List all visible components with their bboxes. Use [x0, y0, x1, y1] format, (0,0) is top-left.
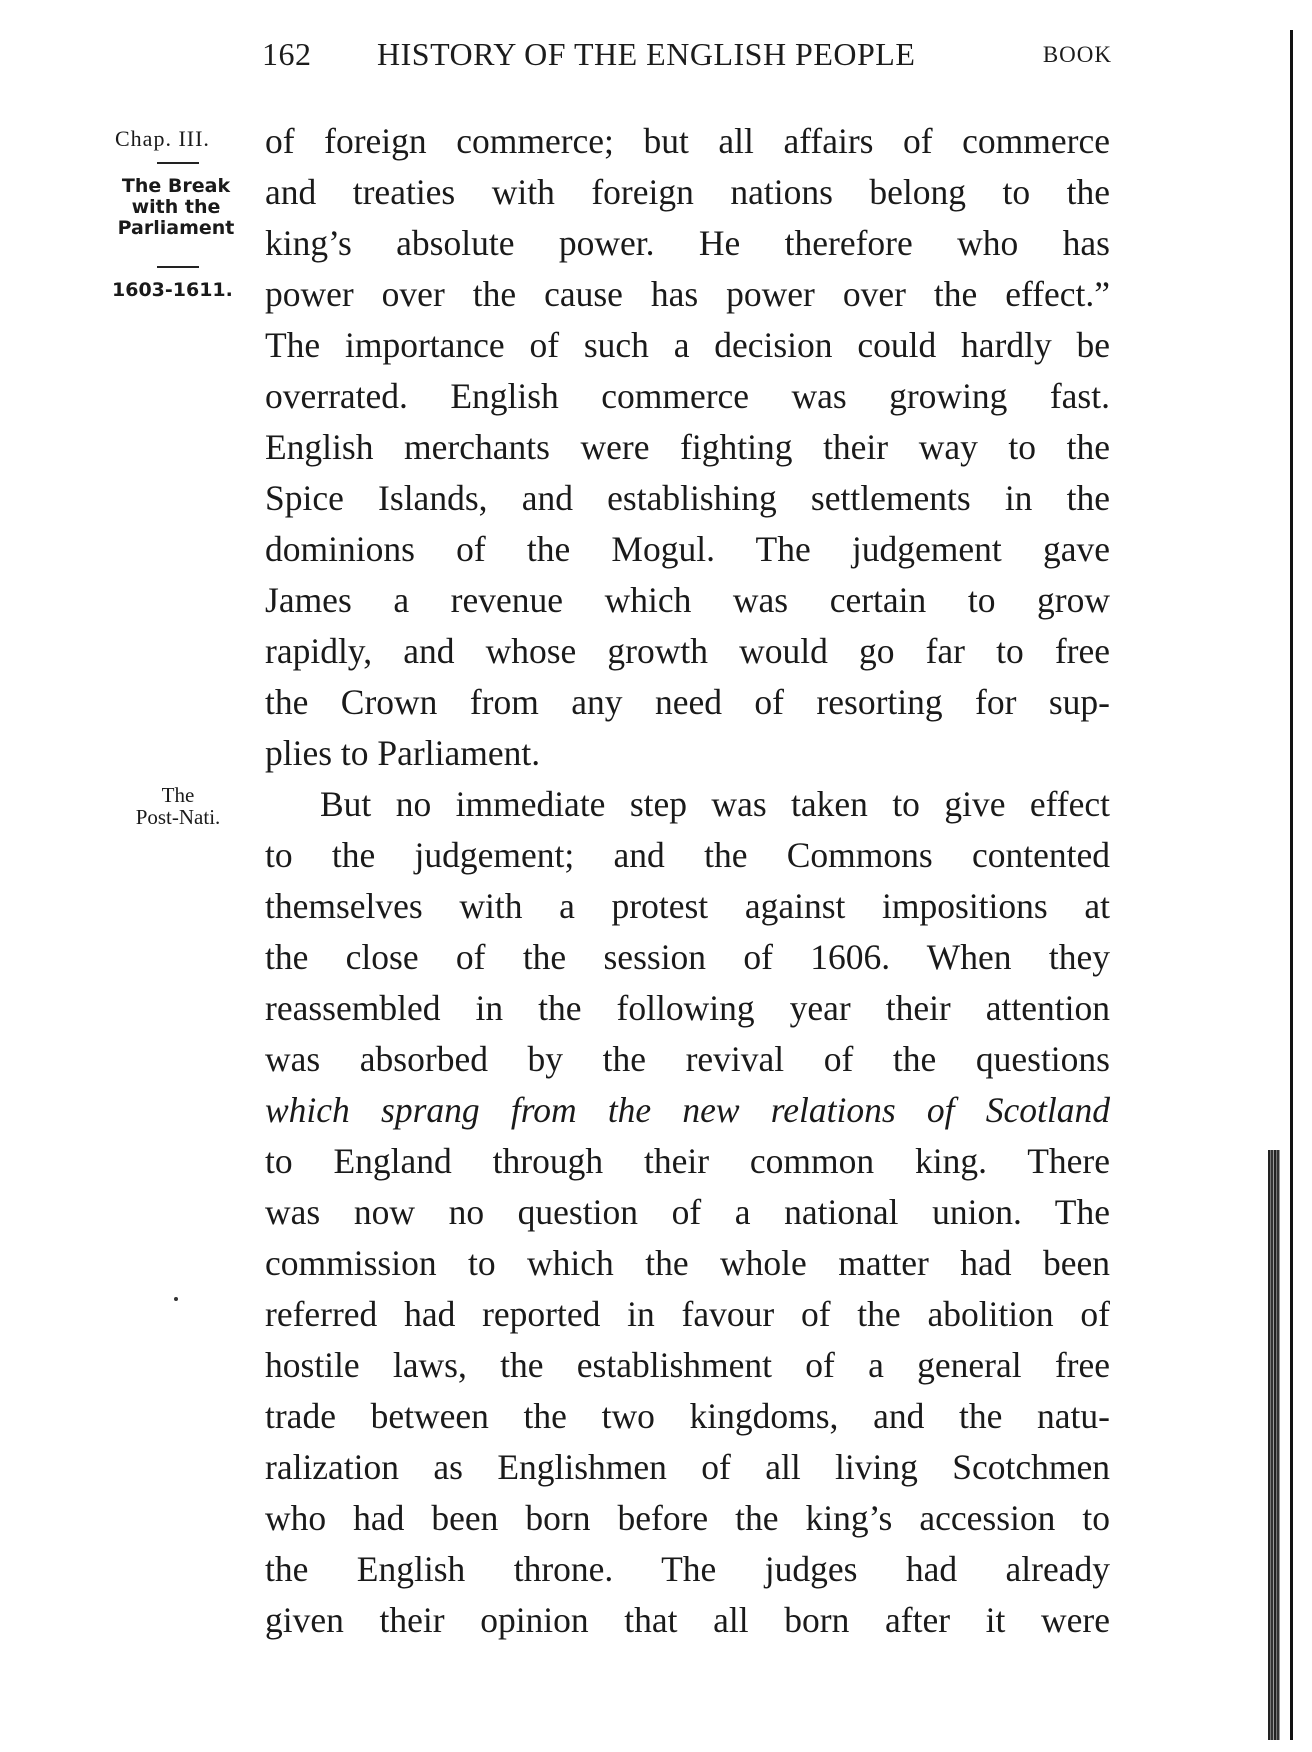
text-line: themselves with a protest against impositions at: [265, 886, 1110, 926]
running-title: HISTORY OF THE ENGLISH PEOPLE: [377, 36, 916, 72]
text-line: James a revenue which was certain to grow: [265, 580, 1110, 620]
text-line: hostile laws, the establishment of a general free: [265, 1345, 1110, 1385]
text-line: king’s absolute power. He therefore who has: [265, 223, 1110, 263]
page-number: 162: [262, 36, 312, 72]
book-label: BOOK: [1042, 42, 1112, 67]
dates-rule: [157, 266, 199, 268]
text-line: and treaties with foreign nations belong to the: [265, 172, 1110, 212]
side-note-line2: Post-Nati.: [135, 805, 221, 829]
text-line: rapidly, and whose growth would go far to free: [265, 631, 1110, 671]
topic-note: [102, 176, 250, 239]
chapter-note: Chap. III.: [115, 126, 210, 151]
text-line: was now no question of a national union. The: [265, 1192, 1110, 1232]
ink-speck: [174, 1297, 178, 1301]
binding-edge: [1290, 30, 1293, 1740]
dates-note: 1603-1611.: [112, 279, 233, 301]
text-line: trade between the two kingdoms, and the natu-: [265, 1396, 1110, 1436]
text-line: to the judgement; and the Commons contented: [265, 835, 1110, 875]
topic-note-line1: The Break: [121, 175, 231, 197]
paragraph-2: [265, 779, 1110, 1646]
chapter-rule: [157, 162, 199, 164]
text-line: Spice Islands, and establishing settlements in the: [265, 478, 1110, 518]
text-line: plies to Parliament.: [265, 733, 541, 773]
text-line: commission to which the whole matter had been: [265, 1243, 1110, 1283]
paragraph-1: [265, 116, 1110, 779]
text-line: given their opinion that all born after it were: [265, 1600, 1110, 1640]
text-line: The importance of such a decision could hardly be: [265, 325, 1110, 365]
text-line: ralization as Englishmen of all living Scotchmen: [265, 1447, 1110, 1487]
running-head: [262, 36, 1112, 80]
binding-shadow: [1268, 1150, 1280, 1740]
text-line: But no immediate step was taken to give effect: [320, 784, 1110, 824]
text-line: which sprang from the new relations of Scotland: [265, 1090, 1110, 1130]
topic-note-line3: Parliament: [117, 217, 235, 239]
side-note-post-nati: [112, 784, 244, 828]
side-note-line1: The: [161, 783, 195, 807]
text-line: who had been born before the king’s accession to: [265, 1498, 1110, 1538]
text-line: referred had reported in favour of the abolition of: [265, 1294, 1110, 1334]
text-line: of foreign commerce; but all affairs of commerce: [265, 121, 1110, 161]
text-line: was absorbed by the revival of the questions: [265, 1039, 1110, 1079]
text-line: overrated. English commerce was growing fast.: [265, 376, 1110, 416]
text-line: the English throne. The judges had already: [265, 1549, 1110, 1589]
text-line: English merchants were fighting their way to the: [265, 427, 1110, 467]
topic-note-line2: with the: [131, 196, 221, 218]
text-line: reassembled in the following year their attention: [265, 988, 1110, 1028]
text-line: to England through their common king. There: [265, 1141, 1110, 1181]
text-line: the Crown from any need of resorting for sup-: [265, 682, 1110, 722]
text-line: power over the cause has power over the effect.”: [265, 274, 1110, 314]
text-line: dominions of the Mogul. The judgement gave: [265, 529, 1110, 569]
text-line: the close of the session of 1606. When they: [265, 937, 1110, 977]
